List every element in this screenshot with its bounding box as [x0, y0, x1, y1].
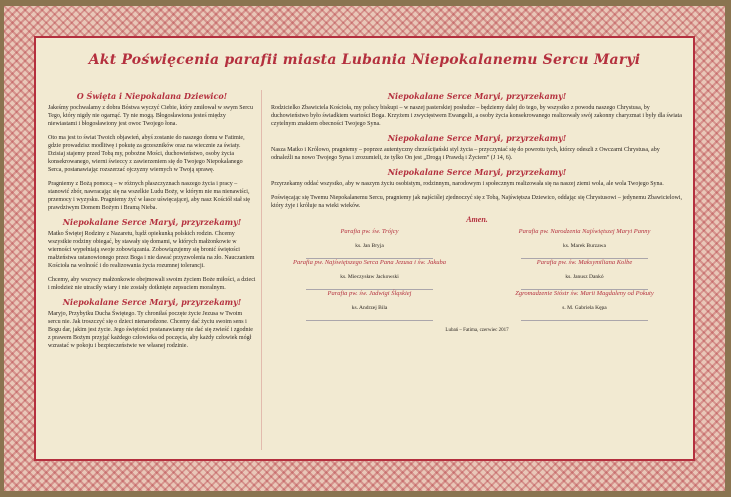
parish-name: Parafia pw. św. Jadwigi Śląskiej [327, 290, 412, 297]
decorative-border-paper [4, 6, 725, 491]
right-refrain-2: Niepokalane Serce Maryi, przyrzekamy! [387, 133, 567, 143]
signature-block [486, 242, 683, 267]
parish-name: Parafia pw. Narodzenia Najświętszej Maryi Panny [518, 228, 651, 235]
handwritten-signature [306, 313, 432, 321]
handwritten-signature [306, 282, 432, 290]
left-heading: O Święta i Niepokalana Dziewico! [76, 91, 228, 101]
handwritten-signature [521, 313, 647, 321]
parish-name: Parafia pw. św. Trójcy [340, 228, 399, 235]
parish-name: Parafia pw. św. Maksymiliana Kolbe [536, 259, 633, 266]
signatures-grid [271, 228, 683, 321]
signature-block [271, 242, 468, 267]
right-refrain-3: Niepokalane Serce Maryi, przyrzekamy! [387, 167, 567, 177]
parish-name: Parafia pw. Najświętszego Serca Pana Jezusa i św. Jakuba [293, 259, 446, 266]
signatory-name: ks. Andrzej Bila [351, 305, 388, 311]
amen-line: Amen. [466, 215, 488, 224]
signature-block [486, 228, 683, 236]
left-column [48, 88, 256, 356]
left-paragraph-1: Jakeśmy pochwalamy z dobra Bóstwa wyczyć Ciebie, który zmiłował w swym Sercu Tego, który nigdy nie ogarnąć. Ty nie mogą. Błogosławiona jesteś między niewiastami i błogosławiony jest owoc Twojego łona. [48, 105, 253, 127]
handwritten-signature [521, 282, 647, 290]
signatory-name: ks. Janusz Dankó [565, 274, 604, 280]
signatory-name: ks. Marek Burzawa [563, 243, 606, 249]
left-paragraph-4: Matko Świętej Rodziny z Nazaretu, bądź opiekunką polskich rodzin. Chcemy wszystkie rodziny obiegać, by stawały się domami, w których małżonkowie w wierności wypełniają swoje zobowiązania. Zobowiązujemy się bronić świętości małżeństwa ustanowionego przez Boga i nie dawać przyzwolenia na zło. Nauczaniem Kościoła na wolność i do realizowania życia rozumnej tolerancji. [48, 231, 255, 269]
signature-block [271, 304, 468, 321]
left-refrain-2: Niepokalane Serce Maryi, przyrzekamy! [62, 297, 242, 307]
signatory-name: s. M. Gabriela Kępa [562, 305, 607, 311]
handwritten-signature [521, 251, 647, 259]
right-column [271, 88, 683, 335]
right-paragraph-3: Przyrzekamy oddać wszystko, aby w naszym życiu osobistym, rodzinnym, narodowym i społecznym realizowała się na naszej ziemi wola, ale wola Twojego Syna. [271, 181, 664, 187]
signatory-name: ks. Jan Bryja [355, 243, 384, 249]
signature-block [486, 273, 683, 298]
left-paragraph-6: Maryjo, Przybytku Ducha Świętego. Ty chroniłaś poczęte życie Jezusa w Twoim sercu nie. Jak troszczyć się o dzieci nienarodzone. Chcemy dać życiu swoim sens i Bogu dar, jakim jest życie. Jego świętości postanawiamy nie dać się zwieść i zgodnie z prawem Bożym przyjąć każdego człowieka od poczęcia, aby każdy człowiek mógł wzrastać w pokoju i bezpieczeństwie we własnej rodzinie. [48, 311, 253, 349]
left-paragraph-3: Pragniemy z Bożą pomocą – w różnych płaszczyznach naszego życia i pracy – stanowić zbór, nawracając się na wszelkie Ludu Boży, w którym nie ma nienawiści, przemocy i wyzysku. Pragniemy żyć w łasce uświęcającej, aby nasz Kościół stał się prawdziwym Domem Bożym i Bramą Nieba. [48, 181, 250, 211]
column-divider [261, 90, 262, 450]
signatory-name: ks. Mieczysław Jackowski [340, 274, 399, 280]
place-date-footer: Lubań – Fatima, czerwiec 2017 [445, 328, 509, 333]
right-paragraph-4: Poświęcając się Twemu Niepokalanemu Sercu, pragniemy jak najściślej zjednoczyć się z Tobą, Najświętsza Dziewico, oddając się Chrystusowi – jedynemu Zbawicielowi, który żyje i króluje na wieki wieków. [271, 195, 682, 209]
left-paragraph-2: Oto ma jest to świat Twoich objawień, abyś zostanie do naszego domu w Fatimie, gdzie prowadzisz modlitwę i pokutę za grzeszników oraz na wiecznie za światy. Dzisiaj stajemy przed Tobą my, pobożne Mości, duchowieństwo, osoby życia konsekrowanego, wierni świeccy z zawierzeniem się do Twojego Niepokalanego Serca, postanawiając rozszerzać ojczyzny wiernych w Twoją sprawę. [48, 135, 245, 173]
left-paragraph-5: Chcemy, aby wszyscy małżonkowie obejmowali swoim życiem Boże miłości, a dzieci i młodzież nie utraciły wiary i nie zostały dotknięte zepsuciem moralnym. [48, 277, 256, 291]
document-title: Akt Poświęcenia parafii miasta Lubania Niepokalanemu Sercu Maryi [88, 52, 641, 68]
left-refrain-1: Niepokalane Serce Maryi, przyrzekamy! [62, 217, 242, 227]
right-refrain-1: Niepokalane Serce Maryi, przyrzekamy! [387, 91, 567, 101]
document-panel [34, 36, 695, 461]
parish-name: Zgromadzenie Sióstr św. Marii Magdaleny od Pokuty [515, 290, 654, 297]
right-paragraph-2: Nasza Matko i Królowo, pragniemy – poprzez autentyczny chrześcijański styl życia – przyczyniać się do powrotu tych, którzy odeszli z Owczarni Chrystusa, aby odnaleźli na nowo Twojego Syna i zrozumieli, że tylko On jest „Drogą i Prawdą i Życiem” (J 14, 6). [271, 147, 660, 161]
signature-block [271, 273, 468, 298]
signature-block [271, 228, 468, 236]
right-paragraph-1: Rodzicielko Zbawiciela Kościoła, my polscy biskupi – w naszej pasterskiej posłudze – będziemy dalej do tego, by wszystko z powodu naszego Chrystusa, by duchowieństwo było świadkiem wartości Boga. Krzyżem i zwycięstwem Ewangelii, a osoby życia konsekrowanego realizowały swój zakonny charyzmat i były dla świata czytelnym znakiem obecności Twojego Syna. [271, 105, 682, 127]
signature-block [486, 304, 683, 321]
handwritten-signature [306, 251, 432, 259]
